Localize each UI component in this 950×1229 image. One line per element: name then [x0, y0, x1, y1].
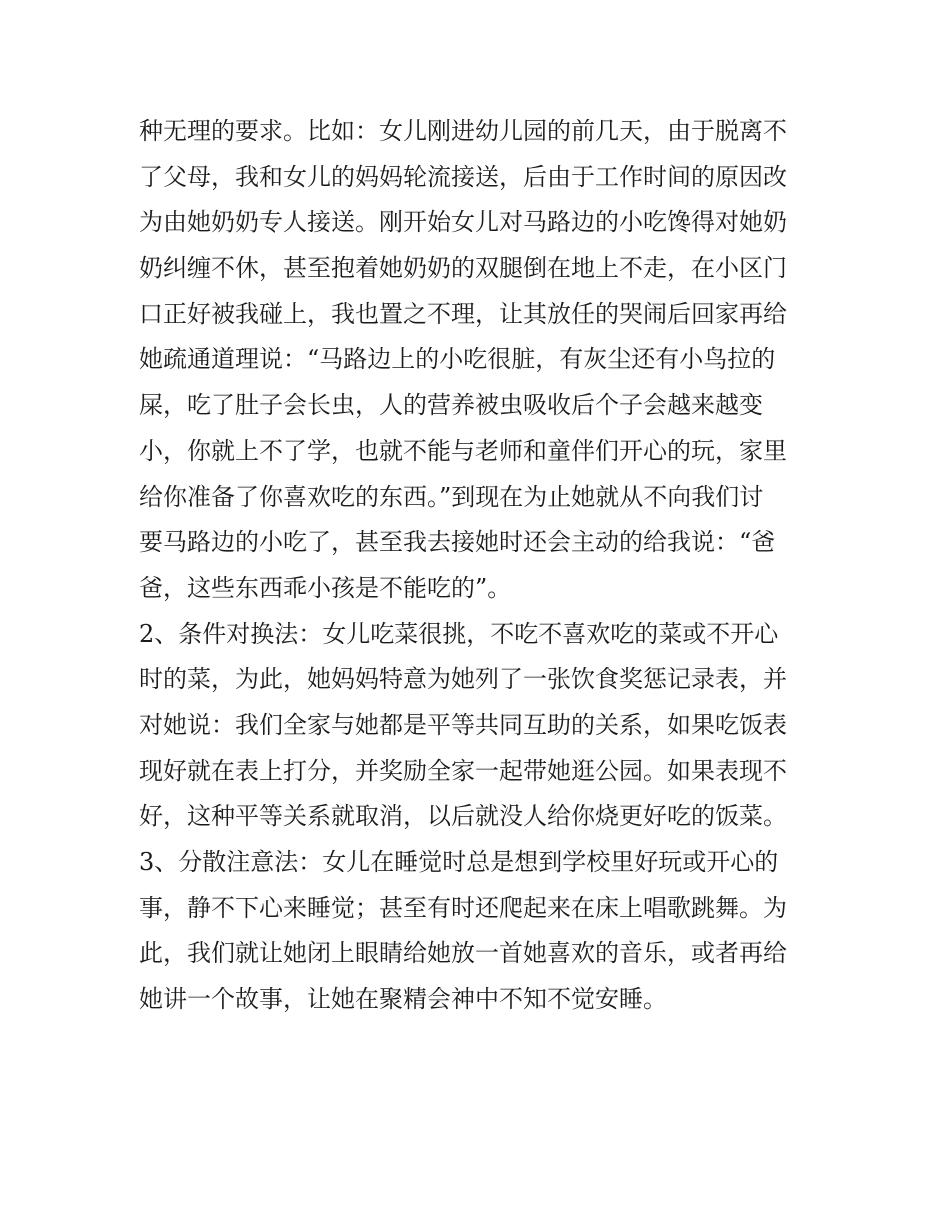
text-line: 爸，这些东西乖小孩是不能吃的”。	[139, 573, 512, 602]
text-line: 好，这种平等关系就取消，以后就没人给你烧更好吃的饭菜。	[139, 802, 787, 831]
text-line: 种无理的要求。比如：女儿刚进幼儿园的前几天，由于脱离不	[139, 117, 787, 145]
text-line: 了父母，我和女儿的妈妈轮流接送，后由于工作时间的原因改	[139, 162, 787, 191]
document-body	[139, 109, 819, 1023]
text-line: 为由她奶奶专人接送。刚开始女儿对马路边的小吃馋得对她奶	[139, 208, 787, 237]
text-line: 此，我们就让她闭上眼睛给她放一首她喜欢的音乐，或者再给	[139, 939, 787, 968]
text-line: 屎，吃了肚子会长虫，人的营养被虫吸收后个子会越来越变	[139, 391, 763, 420]
text-line: 她疏通道理说：“马路边上的小吃很脏，有灰尘还有小鸟拉的	[139, 345, 776, 374]
text-line: 对她说：我们全家与她都是平等共同互助的关系，如果吃饭表	[139, 710, 787, 739]
text-line: 她讲一个故事，让她在聚精会神中不知不觉安睡。	[139, 985, 667, 1014]
text-line: 小，你就上不了学，也就不能与老师和童伴们开心的玩，家里	[139, 436, 787, 465]
text-line: 时的菜，为此，她妈妈特意为她列了一张饮食奖惩记录表，并	[139, 665, 787, 694]
list-item-line: 2、条件对换法：女儿吃菜很挑，不吃不喜欢吃的菜或不开心	[139, 619, 779, 648]
text-line: 口正好被我碰上，我也置之不理，让其放任的哭闹后回家再给	[139, 299, 787, 328]
text-line: 奶纠缠不休，甚至抱着她奶奶的双腿倒在地上不走，在小区门	[139, 254, 787, 283]
text-line: 要马路边的小吃了，甚至我去接她时还会主动的给我说：“爸	[139, 528, 776, 557]
text-line: 现好就在表上打分，并奖励全家一起带她逛公园。如果表现不	[139, 756, 787, 785]
list-item-line: 3、分散注意法：女儿在睡觉时总是想到学校里好玩或开心的	[139, 848, 779, 876]
text-line: 给你准备了你喜欢吃的东西。”到现在为止她就从不向我们讨	[139, 482, 764, 511]
text-line: 事，静不下心来睡觉；甚至有时还爬起来在床上唱歌跳舞。为	[139, 893, 787, 922]
